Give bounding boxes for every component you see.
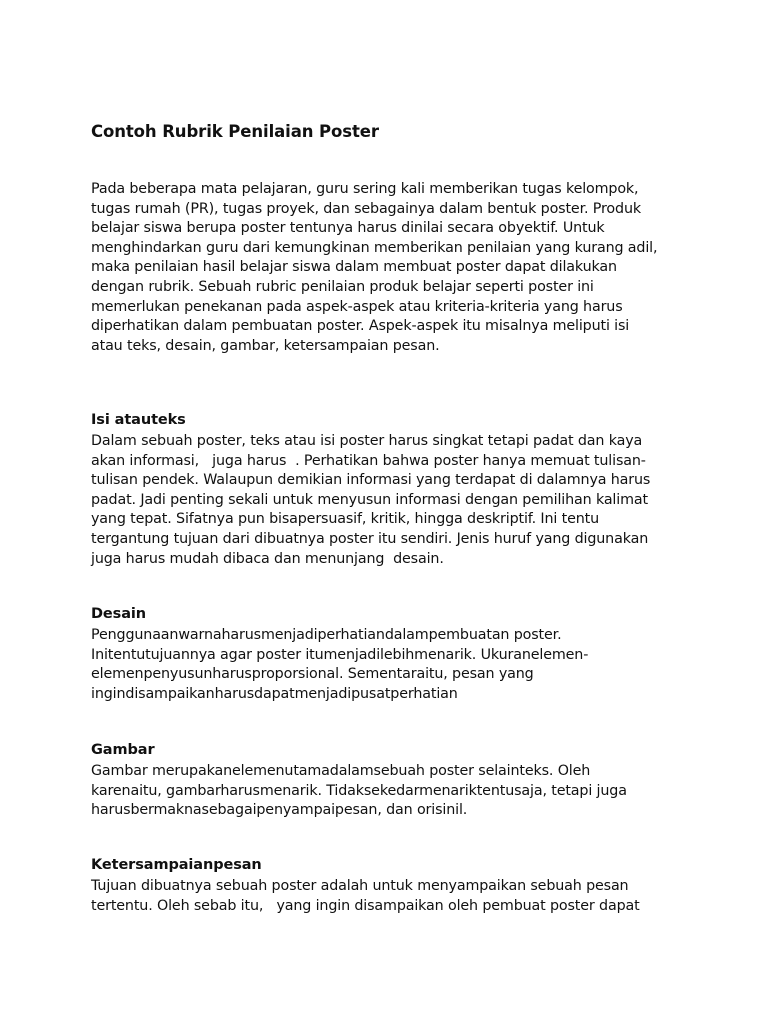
- paragraph-line: tugas rumah (PR), tugas proyek, dan sebagainya dalam bentuk poster. Produk: [91, 200, 641, 217]
- paragraph-line: ingindisampaikanharusdapatmenjadipusatperhatian: [91, 685, 458, 702]
- paragraph-line: tertentu. Oleh sebab itu, yang ingin disampaikan oleh pembuat poster dapat: [91, 897, 640, 914]
- paragraph-line: harusbermaknasebagaipenyampaipesan, dan orisinil.: [91, 802, 468, 819]
- paragraph-line: atau teks, desain, gambar, ketersampaian pesan.: [91, 337, 440, 354]
- section-heading-isi: Isi atauteks: [91, 412, 186, 428]
- section-heading-gambar: Gambar: [91, 742, 155, 758]
- paragraph-line: Gambar merupakanelemenutamadalamsebuah poster selainteks. Oleh: [91, 763, 591, 779]
- paragraph-line: menghindarkan guru dari kemungkinan memberikan penilaian yang kurang adil,: [91, 239, 658, 256]
- paragraph-line: akan informasi, juga harus . Perhatikan bahwa poster hanya memuat tulisan-: [91, 452, 646, 469]
- section-body-ketersampaian: [91, 877, 691, 916]
- paragraph-line: tulisan pendek. Walaupun demikian informasi yang terdapat di dalamnya harus: [91, 472, 651, 489]
- paragraph-line: dengan rubrik. Sebuah rubric penilaian produk belajar seperti poster ini: [91, 278, 594, 295]
- paragraph-line: Penggunaanwarnaharusmenjadiperhatiandalampembuatan poster.: [91, 627, 562, 643]
- paragraph-line: Pada beberapa mata pelajaran, guru sering kali memberikan tugas kelompok,: [91, 181, 639, 197]
- paragraph-line: Dalam sebuah poster, teks atau isi poster harus singkat tetapi padat dan kaya: [91, 433, 643, 449]
- section-body-gambar: [91, 762, 691, 821]
- intro-paragraph: [91, 180, 691, 356]
- document-title: Contoh Rubrik Penilaian Poster: [91, 122, 379, 141]
- paragraph-line: maka penilaian hasil belajar siswa dalam membuat poster dapat dilakukan: [91, 259, 617, 276]
- section-heading-desain: Desain: [91, 606, 146, 622]
- section-heading-ketersampaian: Ketersampaianpesan: [91, 857, 262, 873]
- paragraph-line: tergantung tujuan dari dibuatnya poster itu sendiri. Jenis huruf yang digunakan: [91, 530, 649, 547]
- paragraph-line: karenaitu, gambarharusmenarik. Tidaksekedarmenariktentusaja, tetapi juga: [91, 782, 627, 799]
- section-body-desain: [91, 626, 691, 704]
- paragraph-line: belajar siswa berupa poster tentunya harus dinilai secara obyektif. Untuk: [91, 220, 605, 237]
- paragraph-line: padat. Jadi penting sekali untuk menyusun informasi dengan pemilihan kalimat: [91, 491, 648, 508]
- paragraph-line: juga harus mudah dibaca dan menunjang desain.: [91, 550, 444, 567]
- paragraph-line: Tujuan dibuatnya sebuah poster adalah untuk menyampaikan sebuah pesan: [91, 878, 629, 894]
- section-body-isi: [91, 432, 691, 569]
- paragraph-line: Initentutujuannya agar poster itumenjadilebihmenarik. Ukuranelemen-: [91, 646, 589, 663]
- paragraph-line: diperhatikan dalam pembuatan poster. Aspek-aspek itu misalnya meliputi isi: [91, 318, 630, 335]
- paragraph-line: elemenpenyusunharusproporsional. Sementaraitu, pesan yang: [91, 666, 534, 683]
- paragraph-line: yang tepat. Sifatnya pun bisapersuasif, kritik, hingga deskriptif. Ini tentu: [91, 511, 600, 528]
- paragraph-line: memerlukan penekanan pada aspek-aspek atau kriteria-kriteria yang harus: [91, 298, 623, 315]
